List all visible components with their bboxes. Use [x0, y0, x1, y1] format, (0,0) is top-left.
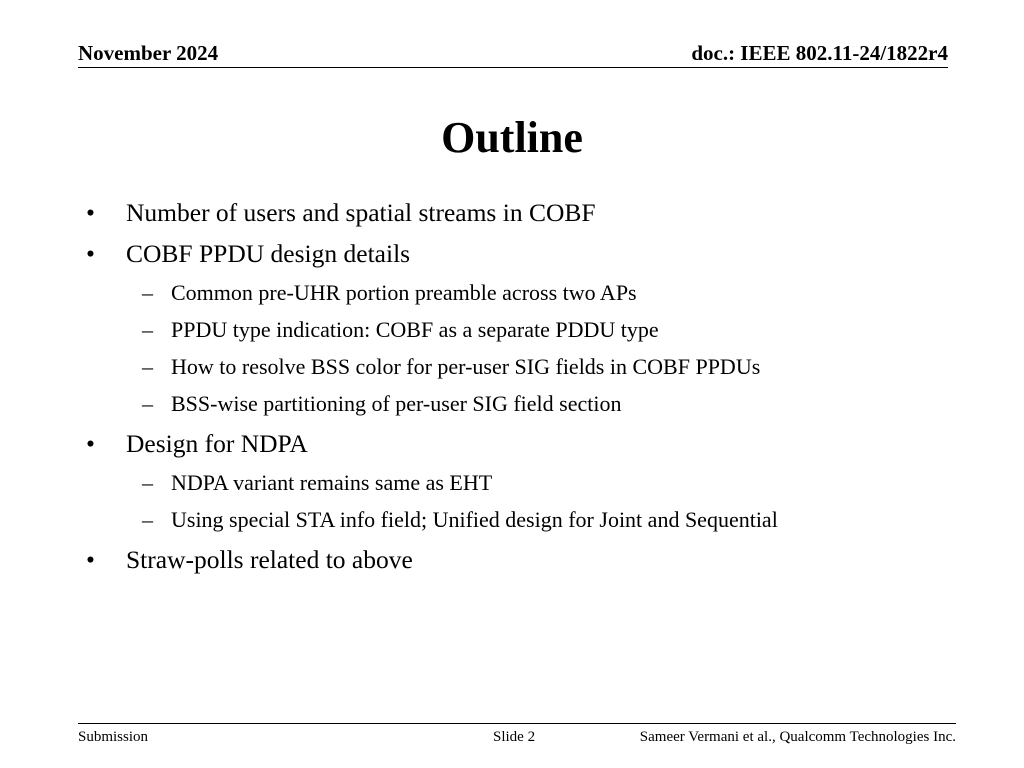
outline-item — [86, 198, 966, 228]
outline-subitem — [86, 280, 966, 306]
dash-marker: – — [142, 391, 153, 416]
outline-item — [86, 429, 966, 459]
footer-divider — [78, 723, 956, 724]
outline-subitem-text: NDPA variant remains same as EHT — [171, 470, 493, 495]
outline-list — [86, 198, 966, 586]
header-doc-number: doc.: IEEE 802.11-24/1822r4 — [691, 41, 948, 65]
slide-title: Outline — [441, 113, 583, 162]
dash-marker: – — [142, 354, 153, 379]
outline-item-text: COBF PPDU design details — [126, 239, 411, 268]
dash-marker: – — [142, 507, 153, 532]
outline-item-text: Straw-polls related to above — [126, 545, 413, 574]
slide-header — [78, 40, 948, 66]
bullet-marker: • — [86, 239, 95, 268]
dash-marker: – — [142, 470, 153, 495]
dash-marker: – — [142, 317, 153, 342]
footer-slide-number: Slide 2 — [493, 729, 536, 745]
bullet-marker: • — [86, 198, 95, 227]
dash-marker: – — [142, 280, 153, 305]
outline-subitem-text: Common pre-UHR portion preamble across two APs — [171, 280, 637, 305]
outline-item-text: Number of users and spatial streams in COBF — [126, 198, 596, 227]
header-date: November 2024 — [78, 41, 219, 65]
outline-item-text: Design for NDPA — [126, 429, 308, 458]
outline-subitem — [86, 391, 966, 417]
outline-subitem — [86, 507, 966, 533]
bullet-marker: • — [86, 429, 95, 458]
outline-subitem-text: PPDU type indication: COBF as a separate PDDU type — [171, 317, 659, 342]
header-divider — [78, 67, 948, 68]
outline-item — [86, 545, 966, 575]
outline-subitem — [86, 354, 966, 380]
footer-authors: Sameer Vermani et al., Qualcomm Technologies Inc. — [639, 729, 956, 745]
bullet-marker: • — [86, 545, 95, 574]
outline-subitem-text: Using special STA info field; Unified design for Joint and Sequential — [171, 507, 778, 532]
outline-subitem-text: BSS-wise partitioning of per-user SIG field section — [171, 391, 622, 416]
outline-subitem — [86, 317, 966, 343]
outline-item — [86, 239, 966, 269]
footer-submission: Submission — [78, 729, 149, 745]
outline-subitem-text: How to resolve BSS color for per-user SIG fields in COBF PPDUs — [171, 354, 761, 379]
outline-subitem — [86, 470, 966, 496]
